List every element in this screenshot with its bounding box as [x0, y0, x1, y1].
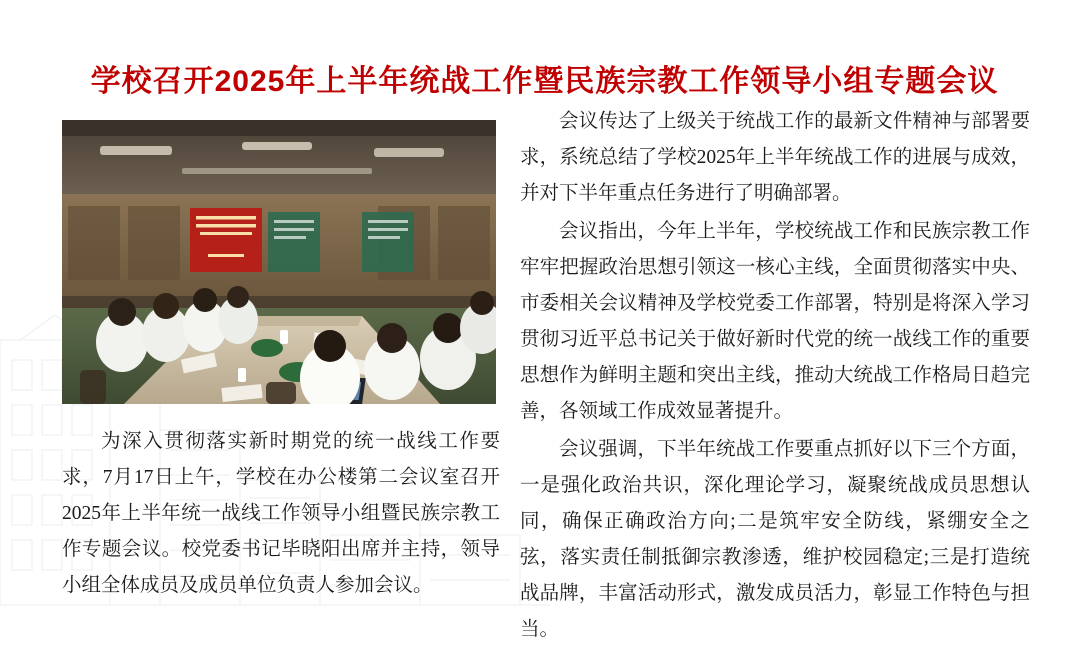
meeting-photo-image — [62, 120, 496, 404]
meeting-photo — [62, 120, 496, 404]
page-title: 学校召开2025年上半年统战工作暨民族宗教工作领导小组专题会议 — [90, 65, 999, 99]
paragraph-right-1: 会议传达了上级关于统战工作的最新文件精神与部署要求，系统总结了学校2025年上半年统战工作的进展与成效，并对下半年重点任务进行了明确部署。 — [520, 111, 1030, 204]
paragraph-left-1: 为深入贯彻落实新时期党的统一战线工作要求，7月17日上午，学校在办公楼第二会议室召开2025年上半年统一战线工作领导小组暨民族宗教工作专题会议。校党委书记毕晓阳出席并主持，领导小组全体成员及成员单位负责人参加会议。 — [62, 431, 500, 596]
left-column-text — [62, 424, 500, 604]
right-column-text — [520, 104, 1030, 650]
paragraph-right-3: 会议强调，下半年统战工作要重点抓好以下三个方面，一是强化政治共识，深化理论学习，凝聚统战成员思想认同，确保正确政治方向;二是筑牢安全防线，紧绷安全之弦，落实责任制抵御宗教渗透，维护校园稳定;三是打造统战品牌，丰富活动形式，激发成员活力，彰显工作特色与担当。 — [520, 439, 1030, 640]
paragraph-right-2: 会议指出，今年上半年，学校统战工作和民族宗教工作牢牢把握政治思想引领这一核心主线，全面贯彻落实中央、市委相关会议精神及学校党委工作部署，特别是将深入学习贯彻习近平总书记关于做好新时代党的统一战线工作的重要思想作为鲜明主题和突出主线，推动大统战工作格局日趋完善，各领域工作成效显著提升。 — [520, 221, 1030, 422]
